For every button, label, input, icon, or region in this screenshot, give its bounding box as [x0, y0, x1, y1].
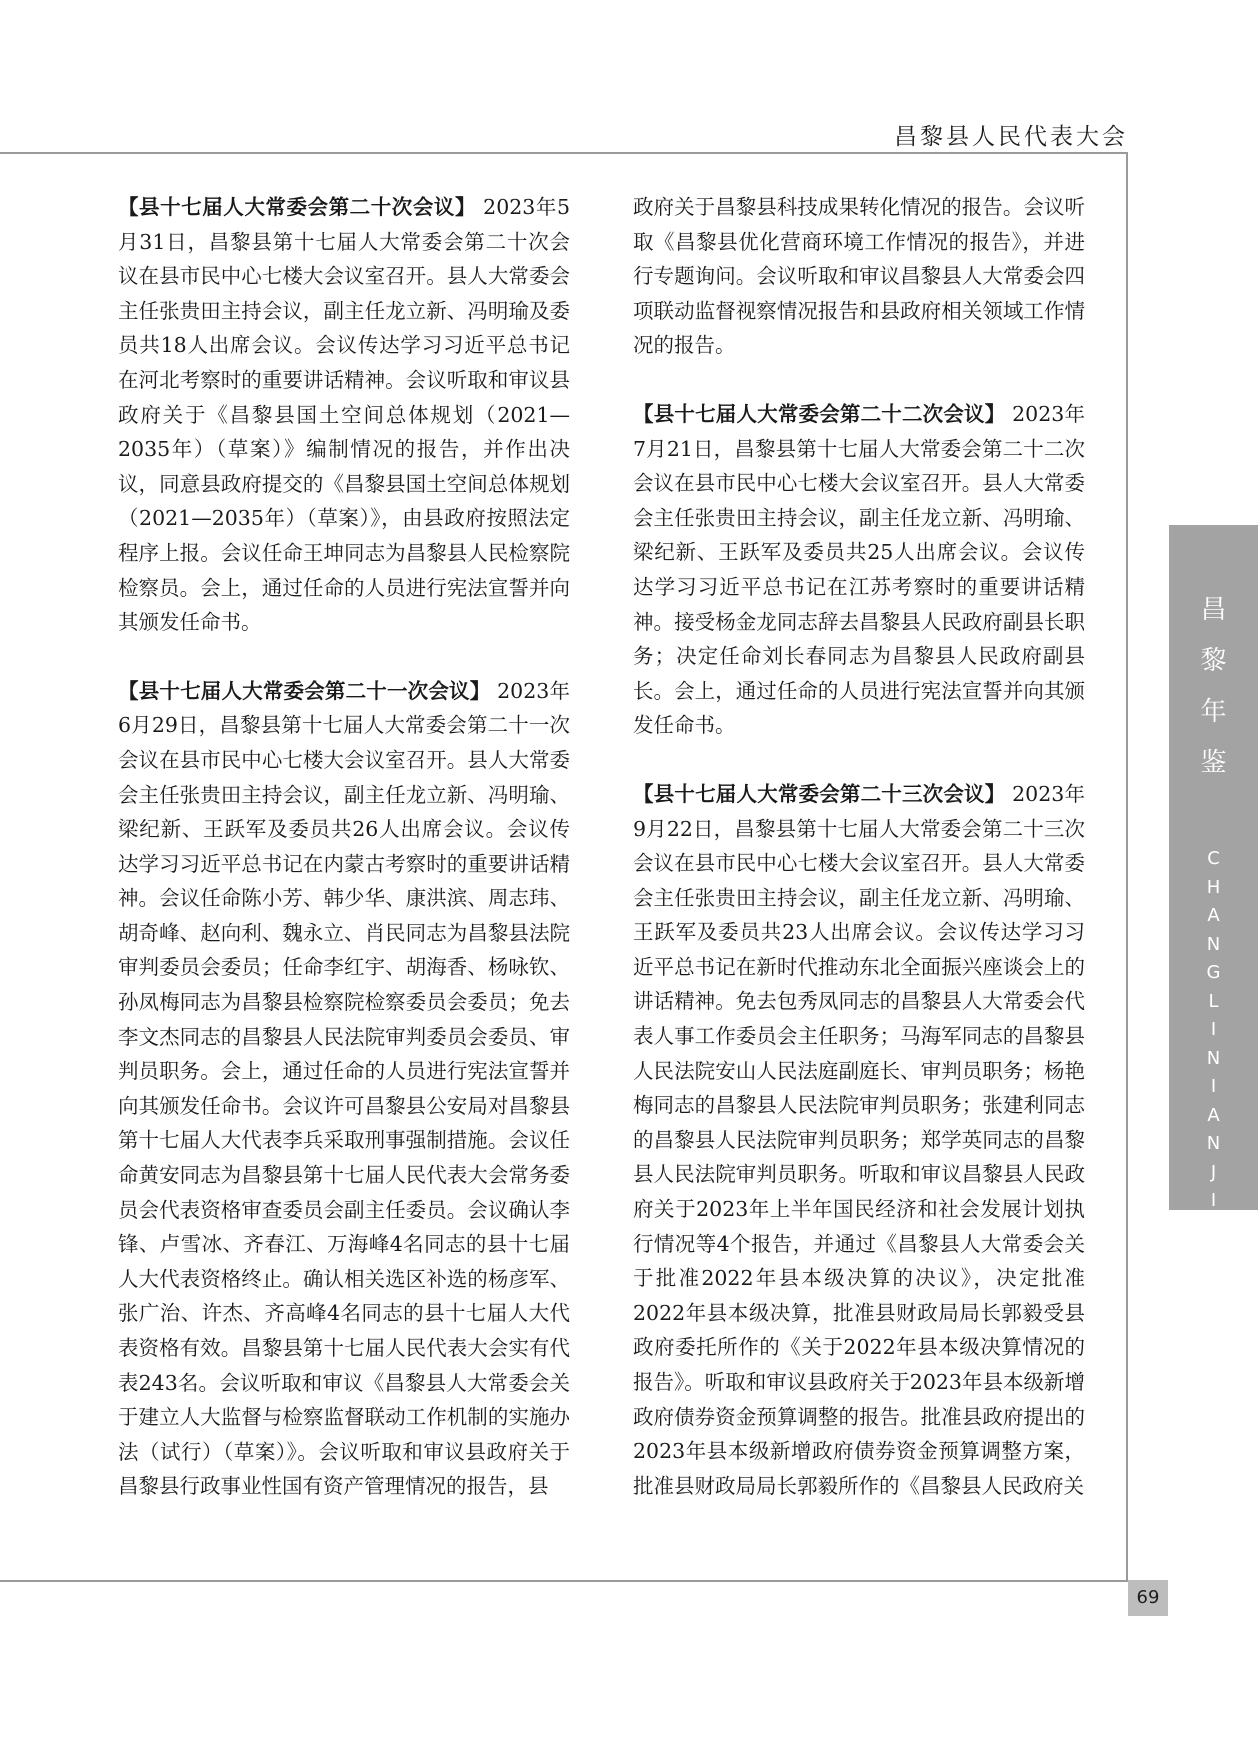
- side-letter: J: [1210, 1161, 1217, 1183]
- entry-title: 【县十七届人大常委会第二十三次会议】: [633, 781, 1006, 806]
- side-tab-chinese-title: [1169, 585, 1258, 789]
- side-letter: L: [1208, 990, 1219, 1012]
- side-letter: I: [1210, 1076, 1217, 1097]
- entry-title: 【县十七届人大常委会第二十次会议】: [118, 195, 477, 219]
- side-letter: A: [1207, 1218, 1220, 1240]
- side-letter: N: [1206, 1047, 1221, 1069]
- side-letter: G: [1206, 962, 1221, 983]
- side-letter: A: [1207, 905, 1220, 926]
- entry-22nd-meeting: [633, 397, 1085, 743]
- entry-21st-meeting-continued: [633, 190, 1085, 363]
- side-letter: N: [1206, 1247, 1221, 1268]
- entry-body: 2023年5月31日，昌黎县第十七届人大常委会第二十次会议在县市民中心七楼大会议室召开。县人大常委会主任张贵田主持会议，副主任龙立新、冯明瑜及委员共18人出席会议。会议传达学习习近平总书记在河北考察时的重要讲话精神。会议听取和审议县政府关于《昌黎县国土空间总体规划（2021—2035年）（草案）》编制情况的报告，并作出决议，同意县政府提交的《昌黎县国土空间总体规划（2021—2035年）（草案）》，由县政府按照法定程序上报。会议任命王坤同志为昌黎县人民检察院检察员。会上，通过任命的人员进行宪法宣誓并向其颁发任命书。: [118, 195, 570, 635]
- side-char: 黎: [1200, 646, 1227, 676]
- side-letter: H: [1206, 876, 1221, 898]
- entry-23rd-meeting: [633, 777, 1085, 1503]
- side-char: 年: [1200, 697, 1227, 727]
- side-letter: N: [1206, 933, 1221, 955]
- frame-top-rule: [0, 152, 1128, 154]
- side-letter: N: [1206, 1133, 1221, 1154]
- side-letter: I: [1210, 1019, 1217, 1040]
- side-letter: A: [1207, 1104, 1220, 1126]
- entry-title: 【县十七届人大常委会第二十二次会议】: [633, 401, 1006, 426]
- right-column: [633, 190, 1085, 1537]
- side-letter: C: [1207, 848, 1220, 869]
- entry-title: 【县十七届人大常委会第二十一次会议】: [118, 678, 491, 703]
- entry-body: 2023年6月29日，昌黎县第十七届人大常委会第二十一次会议在县市民中心七楼大会议室召开。县人大常委会主任张贵田主持会议，副主任龙立新、冯明瑜、梁纪新、王跃军及委员共26人出席会议。会议传达学习习近平总书记在内蒙古考察时的重要讲话精神。会议任命陈小芳、韩少华、康洪滨、周志玮、胡奇峰、赵向利、魏永立、肖民同志为昌黎县法院审判委员会委员；任命李红宇、胡海香、杨咏钦、孙凤梅同志为昌黎县检察院检察委员会委员；免去李文杰同志的昌黎县人民法院审判委员会委员、审判员职务。会上，通过任命的人员进行宪法宣誓并向其颁发任命书。会议许可昌黎县公安局对昌黎县第十七届人大代表李兵采取刑事强制措施。会议任命黄安同志为昌黎县第十七届人民代表大会常务委员会代表资格审查委员会副主任委员。会议确认李锋、卢雪冰、齐春江、万海峰4名同志的县十七届人大代表资格终止。确认相关选区补选的杨彦军、张广治、许杰、齐高峰4名同志的县十七届人大代表资格有效。昌黎县第十七届人民代表大会实有代表243名。会议听取和审议《昌黎县人大常委会关于建立人大监督与检察监督联动工作机制的实施办法（试行）（草案）》。会议听取和审议县政府关于昌黎县行政事业性国有资产管理情况的报告，县: [118, 678, 571, 1499]
- left-column: [118, 190, 570, 1538]
- entry-21st-meeting: [118, 674, 570, 1504]
- entry-body: 2023年7月21日，昌黎县第十七届人大常委会第二十二次会议在县市民中心七楼大会议室召开。县人大常委会主任张贵田主持会议，副主任龙立新、冯明瑜、梁纪新、王跃军及委员共25人出席会议。会议传达学习习近平总书记在江苏考察时的重要讲话精神。接受杨金龙同志辞去昌黎县人民政府副县长职务；决定任命刘长春同志为昌黎县人民政府副县长。会上，通过任命的人员进行宪法宣誓并向其颁发任命书。: [633, 401, 1086, 738]
- side-tab-pinyin-title: [1169, 845, 1258, 1273]
- frame-bottom-rule: [0, 1580, 1128, 1582]
- frame-right-rule: [1126, 152, 1128, 1580]
- entry-20th-meeting: [118, 190, 570, 640]
- side-char: 鉴: [1200, 748, 1227, 778]
- entry-body: 2023年9月22日，昌黎县第十七届人大常委会第二十三次会议在县市民中心七楼大会议室召开。县人大常委会主任张贵田主持会议，副主任龙立新、冯明瑜、王跃军及委员共23人出席会议。会议传达学习习近平总书记在新时代推动东北全面振兴座谈会上的讲话精神。免去包秀凤同志的昌黎县人大常委会代表人事工作委员会主任职务；马海军同志的昌黎县人民法院安山人民法庭副庭长、审判员职务；杨艳梅同志的昌黎县人民法院审判员职务；张建利同志的昌黎县人民法院审判员职务；郑学英同志的昌黎县人民法院审判员职务。听取和审议昌黎县人民政府关于2023年上半年国民经济和社会发展计划执行情况等4个报告，并通过《昌黎县人大常委会关于批准2022年县本级决算的决议》，决定批准2022年县本级决算，批准县财政局局长郭毅受县政府委托所作的《关于2022年县本级决算情况的报告》。听取和审议县政府关于2023年县本级新增政府债券资金预算调整的报告。批准县政府提出的2023年县本级新增政府债券资金预算调整方案，批准县财政局局长郭毅所作的《昌黎县人民政府关: [633, 781, 1086, 1498]
- entry-body: 政府关于昌黎县科技成果转化情况的报告。会议听取《昌黎县优化营商环境工作情况的报告》，并进行专题询问。会议听取和审议昌黎县人大常委会四项联动监督视察情况报告和县政府相关领域工作情况的报告。: [633, 195, 1085, 358]
- side-char: 昌: [1200, 595, 1227, 625]
- side-letter: I: [1210, 1190, 1217, 1211]
- page-number: 69: [1128, 1580, 1168, 1616]
- page-header-title: 昌黎县人民代表大会: [894, 124, 1128, 150]
- yearbook-side-tab: [1169, 525, 1258, 1268]
